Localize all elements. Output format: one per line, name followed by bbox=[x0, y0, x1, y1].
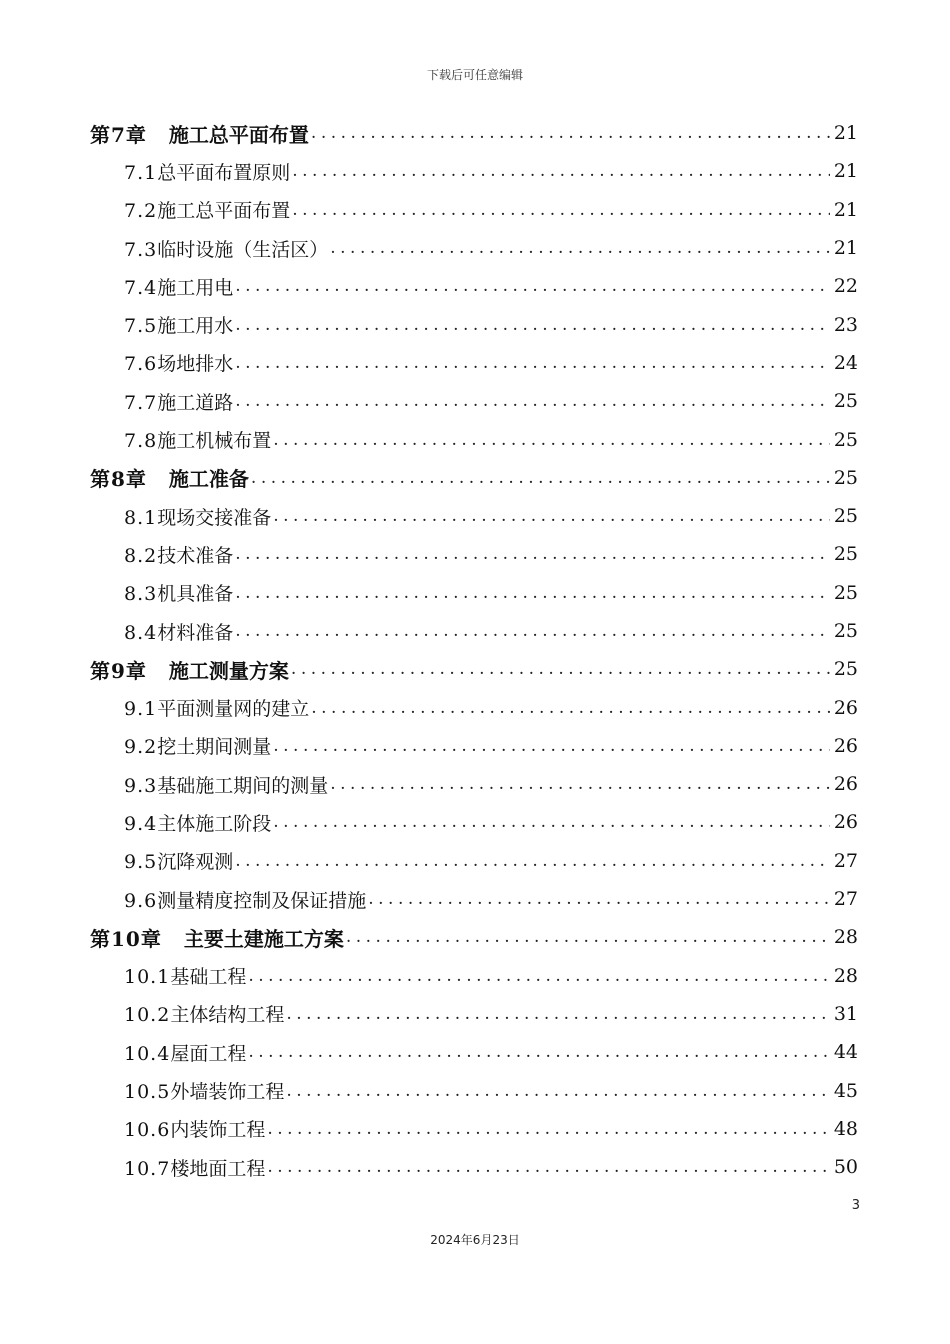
toc-entry-number: 8.1 bbox=[124, 506, 158, 529]
toc-entry-number: 8.3 bbox=[124, 583, 158, 606]
toc-entry-title bbox=[124, 349, 233, 376]
toc-page-number: 25 bbox=[833, 390, 858, 413]
toc-entry-title bbox=[124, 1154, 265, 1181]
toc-entry-number: 10.7 bbox=[124, 1157, 171, 1180]
toc-page-number: 25 bbox=[833, 620, 858, 642]
toc-entry-text: 施工准备 bbox=[168, 467, 249, 492]
toc-page-number: 26 bbox=[833, 696, 858, 719]
dot-leader bbox=[328, 774, 830, 794]
toc-entry-text: 材料准备 bbox=[157, 621, 234, 644]
toc-section-entry[interactable] bbox=[90, 688, 858, 726]
toc-entry-title bbox=[124, 541, 233, 568]
toc-entry-text: 施工总平面布置 bbox=[168, 122, 309, 147]
toc-entry-title bbox=[124, 694, 309, 721]
toc-entry-title bbox=[124, 809, 271, 836]
toc-section-entry[interactable] bbox=[90, 191, 858, 229]
toc-entry-text: 机具准备 bbox=[157, 583, 234, 606]
toc-section-entry[interactable] bbox=[90, 267, 858, 305]
toc-entry-text: 屋面工程 bbox=[170, 1042, 247, 1065]
toc-entry-text: 施工测量方案 bbox=[168, 658, 289, 683]
toc-entry-title bbox=[90, 655, 289, 684]
toc-section-entry[interactable] bbox=[90, 842, 858, 880]
toc-entry-number: 7.7 bbox=[124, 391, 158, 414]
toc-section-entry[interactable] bbox=[90, 497, 858, 535]
dot-leader bbox=[328, 238, 830, 258]
toc-entry-text: 施工道路 bbox=[157, 391, 234, 414]
toc-section-entry[interactable] bbox=[90, 574, 858, 612]
toc-page-number: 26 bbox=[833, 811, 858, 834]
dot-leader bbox=[246, 966, 829, 986]
toc-entry-number: 7.1 bbox=[124, 161, 158, 184]
toc-page-number: 31 bbox=[833, 1002, 858, 1025]
toc-chapter-entry[interactable] bbox=[90, 650, 858, 688]
toc-entry-title bbox=[124, 1039, 246, 1066]
toc-entry-text: 施工机械布置 bbox=[157, 430, 272, 453]
toc-entry-text: 施工总平面布置 bbox=[157, 200, 291, 223]
dot-leader bbox=[284, 1081, 829, 1101]
dot-leader bbox=[265, 1119, 829, 1139]
dot-leader bbox=[246, 1042, 829, 1062]
dot-leader bbox=[271, 506, 830, 526]
toc-section-entry[interactable] bbox=[90, 727, 858, 765]
dot-leader bbox=[265, 1157, 829, 1177]
dot-leader bbox=[233, 315, 830, 335]
toc-page-number: 50 bbox=[833, 1156, 858, 1179]
dot-leader bbox=[233, 276, 830, 296]
toc-entry-text: 主体结构工程 bbox=[170, 1004, 285, 1027]
toc-entry-title bbox=[124, 196, 290, 223]
toc-section-entry[interactable] bbox=[90, 1110, 858, 1148]
dot-leader bbox=[309, 123, 830, 143]
toc-entry-number: 10.5 bbox=[124, 1081, 171, 1104]
dot-leader bbox=[290, 200, 830, 220]
toc-entry-number: 10.4 bbox=[124, 1042, 171, 1065]
toc-page-number: 45 bbox=[833, 1079, 858, 1102]
toc-entry-text: 场地排水 bbox=[157, 353, 234, 376]
toc-entry-title bbox=[124, 503, 271, 530]
toc-entry-number: 7.6 bbox=[124, 353, 158, 376]
toc-entry-title bbox=[124, 1077, 284, 1104]
toc-page-number: 48 bbox=[833, 1117, 858, 1140]
toc-entry-title bbox=[124, 388, 233, 415]
toc-section-entry[interactable] bbox=[90, 420, 858, 458]
toc-entry-title bbox=[124, 618, 233, 645]
toc-entry-text: 基础施工期间的测量 bbox=[157, 774, 329, 797]
toc-entry-title bbox=[124, 962, 246, 989]
toc-page-number: 21 bbox=[833, 160, 858, 183]
toc-entry-title bbox=[124, 235, 328, 262]
toc-entry-text: 施工用水 bbox=[157, 315, 234, 338]
toc-entry-title bbox=[124, 886, 366, 913]
toc-section-entry[interactable] bbox=[90, 803, 858, 841]
toc-entry-number: 第10章 bbox=[90, 926, 162, 951]
toc-entry-text: 平面测量网的建立 bbox=[157, 698, 310, 721]
dot-leader bbox=[289, 659, 830, 679]
toc-entry-text: 总平面布置原则 bbox=[157, 161, 291, 184]
toc-entry-text: 外墙装饰工程 bbox=[170, 1081, 285, 1104]
toc-entry-number: 7.5 bbox=[124, 315, 158, 338]
toc-page-number: 28 bbox=[833, 926, 858, 949]
toc-entry-text: 挖土期间测量 bbox=[157, 736, 272, 759]
toc-section-entry[interactable] bbox=[90, 880, 858, 918]
dot-leader bbox=[366, 889, 830, 909]
toc-section-entry[interactable] bbox=[90, 535, 858, 573]
toc-page-number: 22 bbox=[833, 275, 858, 298]
toc-page-number: 25 bbox=[833, 543, 858, 566]
toc-page-number: 25 bbox=[833, 658, 858, 681]
toc-entry-number: 8.4 bbox=[124, 621, 158, 644]
toc-page-number: 21 bbox=[833, 198, 858, 221]
toc-entry-number: 7.4 bbox=[124, 276, 158, 299]
toc-section-entry[interactable] bbox=[90, 344, 858, 382]
toc-entry-number: 第8章 bbox=[90, 467, 147, 492]
toc-entry-title bbox=[90, 463, 249, 492]
toc-section-entry[interactable] bbox=[90, 765, 858, 803]
dot-leader bbox=[271, 736, 830, 756]
toc-entry-text: 技术准备 bbox=[157, 544, 234, 567]
toc-entry-title bbox=[124, 771, 328, 798]
page-number: 3 bbox=[851, 1198, 860, 1213]
dot-leader bbox=[290, 161, 830, 181]
toc-entry-number: 9.4 bbox=[124, 812, 158, 835]
toc-section-entry[interactable] bbox=[90, 1071, 858, 1109]
toc-entry-title bbox=[90, 923, 344, 952]
toc-entry-number: 9.5 bbox=[124, 851, 158, 874]
toc-entry-number: 第9章 bbox=[90, 658, 147, 683]
toc-entry-title bbox=[124, 311, 233, 338]
toc-entry-number: 7.8 bbox=[124, 430, 158, 453]
toc-entry-text: 沉降观测 bbox=[157, 851, 234, 874]
dot-leader bbox=[249, 468, 830, 488]
toc-page-number: 21 bbox=[833, 237, 858, 260]
toc-section-entry[interactable] bbox=[90, 1033, 858, 1071]
toc-entry-number: 10.1 bbox=[124, 966, 171, 989]
toc-entry-title bbox=[124, 158, 290, 185]
toc-page-number: 44 bbox=[833, 1041, 858, 1064]
toc-entry-number: 9.3 bbox=[124, 774, 158, 797]
toc-entry-title bbox=[124, 1000, 284, 1027]
toc-section-entry[interactable] bbox=[90, 995, 858, 1033]
toc-entry-number: 9.1 bbox=[124, 698, 158, 721]
toc-page-number: 27 bbox=[833, 888, 858, 911]
toc-entry-title bbox=[90, 119, 309, 148]
toc-entry-title bbox=[124, 273, 233, 300]
toc-entry-number: 第7章 bbox=[90, 122, 147, 147]
toc-section-entry[interactable] bbox=[90, 382, 858, 420]
page-footer-date: 2024年6月23日 bbox=[430, 1233, 520, 1247]
toc-entry-number: 10.2 bbox=[124, 1004, 171, 1027]
toc-entry-number: 8.2 bbox=[124, 544, 158, 567]
toc-entry-title bbox=[124, 579, 233, 606]
dot-leader bbox=[344, 927, 830, 947]
toc-page-number: 25 bbox=[833, 466, 858, 489]
dot-leader bbox=[271, 812, 830, 832]
dot-leader bbox=[233, 851, 830, 871]
toc-entry-text: 施工用电 bbox=[157, 276, 234, 299]
dot-leader bbox=[271, 430, 830, 450]
dot-leader bbox=[233, 583, 830, 603]
toc-section-entry[interactable] bbox=[90, 305, 858, 343]
toc-entry-text: 现场交接准备 bbox=[157, 506, 272, 529]
dot-leader bbox=[309, 698, 830, 718]
toc-page-number: 27 bbox=[833, 849, 858, 872]
toc-page-number: 25 bbox=[833, 505, 858, 528]
toc-entry-text: 楼地面工程 bbox=[170, 1157, 266, 1180]
dot-leader bbox=[233, 621, 830, 641]
table-of-contents bbox=[90, 114, 858, 1186]
dot-leader bbox=[233, 544, 830, 564]
toc-page-number: 25 bbox=[833, 428, 858, 451]
toc-entry-text: 基础工程 bbox=[170, 966, 247, 989]
toc-entry-number: 9.6 bbox=[124, 889, 158, 912]
toc-page-number: 26 bbox=[833, 773, 858, 796]
toc-page-number: 24 bbox=[833, 351, 858, 374]
dot-leader bbox=[233, 353, 830, 373]
toc-page-number: 21 bbox=[833, 122, 858, 145]
toc-page-number: 23 bbox=[833, 313, 858, 336]
toc-entry-text: 测量精度控制及保证措施 bbox=[157, 889, 367, 912]
dot-leader bbox=[284, 1004, 829, 1024]
toc-section-entry[interactable] bbox=[90, 1148, 858, 1186]
toc-entry-number: 7.3 bbox=[124, 238, 158, 261]
toc-entry-text: 内装饰工程 bbox=[170, 1119, 266, 1142]
toc-entry-title bbox=[124, 1115, 265, 1142]
toc-entry-text: 主体施工阶段 bbox=[157, 812, 272, 835]
toc-chapter-entry[interactable] bbox=[90, 114, 858, 152]
toc-entry-text: 主要土建施工方案 bbox=[183, 926, 344, 951]
toc-entry-number: 10.6 bbox=[124, 1119, 171, 1142]
toc-page-number: 25 bbox=[833, 581, 858, 604]
toc-entry-number: 9.2 bbox=[124, 736, 158, 759]
toc-section-entry[interactable] bbox=[90, 229, 858, 267]
toc-page-number: 28 bbox=[833, 964, 858, 987]
toc-entry-number: 7.2 bbox=[124, 200, 158, 223]
page-header: 下载后可任意编辑 bbox=[426, 68, 523, 82]
toc-chapter-entry[interactable] bbox=[90, 459, 858, 497]
toc-entry-title bbox=[124, 847, 233, 874]
toc-section-entry[interactable] bbox=[90, 152, 858, 190]
toc-entry-title bbox=[124, 732, 271, 759]
toc-section-entry[interactable] bbox=[90, 612, 858, 650]
toc-page-number: 26 bbox=[833, 734, 858, 757]
toc-chapter-entry[interactable] bbox=[90, 918, 858, 956]
toc-section-entry[interactable] bbox=[90, 957, 858, 995]
dot-leader bbox=[233, 391, 830, 411]
toc-entry-text: 临时设施（生活区） bbox=[157, 238, 329, 261]
toc-entry-title bbox=[124, 426, 271, 453]
